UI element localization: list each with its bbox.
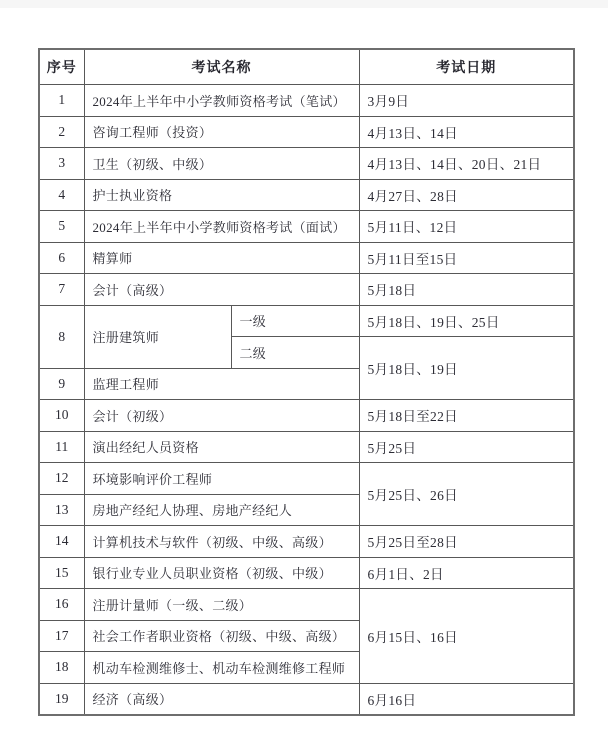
exam-table-header [39, 49, 574, 85]
cell-seq-number: 17 [39, 620, 84, 652]
cell-seq-number: 8 [39, 305, 84, 368]
cell-exam-name: 注册计量师（一级、二级） [84, 589, 359, 621]
table-row [39, 211, 574, 243]
cell-seq-number: 1 [39, 85, 84, 117]
cell-exam-date: 4月13日、14日、20日、21日 [359, 148, 574, 180]
cell-exam-name: 监理工程师 [84, 368, 359, 400]
cell-exam-name: 计算机技术与软件（初级、中级、高级） [84, 526, 359, 558]
cell-seq-number: 12 [39, 463, 84, 495]
cell-seq-number: 19 [39, 683, 84, 715]
cell-exam-date: 6月16日 [359, 683, 574, 715]
table-row [39, 305, 574, 337]
cell-exam-name: 会计（高级） [84, 274, 359, 306]
cell-exam-name: 经济（高级） [84, 683, 359, 715]
cell-exam-name: 护士执业资格 [84, 179, 359, 211]
exam-table-body [39, 85, 574, 716]
cell-seq-number: 13 [39, 494, 84, 526]
table-row [39, 431, 574, 463]
cell-exam-name: 2024年上半年中小学教师资格考试（笔试） [84, 85, 359, 117]
cell-exam-date: 5月25日至28日 [359, 526, 574, 558]
cell-seq-number: 5 [39, 211, 84, 243]
cell-seq-number: 10 [39, 400, 84, 432]
table-row [39, 463, 574, 495]
cell-exam-date: 5月18日、19日、25日 [359, 305, 574, 337]
page-top-band [0, 0, 608, 8]
header-seq: 序号 [39, 49, 84, 85]
cell-exam-name: 房地产经纪人协理、房地产经纪人 [84, 494, 359, 526]
cell-exam-date: 5月11日至15日 [359, 242, 574, 274]
cell-seq-number: 14 [39, 526, 84, 558]
table-row [39, 85, 574, 117]
cell-exam-date: 4月27日、28日 [359, 179, 574, 211]
cell-exam-date: 6月1日、2日 [359, 557, 574, 589]
table-row [39, 274, 574, 306]
cell-exam-name: 环境影响评价工程师 [84, 463, 359, 495]
cell-seq-number: 18 [39, 652, 84, 684]
header-row [39, 49, 574, 85]
table-row [39, 179, 574, 211]
table-row [39, 557, 574, 589]
cell-exam-date: 6月15日、16日 [359, 589, 574, 684]
cell-exam-name: 2024年上半年中小学教师资格考试（面试） [84, 211, 359, 243]
cell-seq-number: 2 [39, 116, 84, 148]
cell-exam-date: 4月13日、14日 [359, 116, 574, 148]
cell-exam-date: 5月18日、19日 [359, 337, 574, 400]
table-row [39, 589, 574, 621]
cell-exam-date: 5月25日 [359, 431, 574, 463]
table-row [39, 683, 574, 715]
cell-seq-number: 15 [39, 557, 84, 589]
table-row [39, 400, 574, 432]
cell-exam-date: 5月25日、26日 [359, 463, 574, 526]
cell-exam-name: 卫生（初级、中级） [84, 148, 359, 180]
cell-seq-number: 6 [39, 242, 84, 274]
cell-seq-number: 7 [39, 274, 84, 306]
cell-exam-level: 二级 [231, 337, 359, 369]
table-row [39, 148, 574, 180]
table-row [39, 242, 574, 274]
cell-exam-date: 5月18日 [359, 274, 574, 306]
cell-exam-name: 机动车检测维修士、机动车检测维修工程师 [84, 652, 359, 684]
cell-exam-name: 咨询工程师（投资） [84, 116, 359, 148]
cell-exam-name: 演出经纪人员资格 [84, 431, 359, 463]
cell-exam-name: 社会工作者职业资格（初级、中级、高级） [84, 620, 359, 652]
cell-exam-name: 注册建筑师 [84, 305, 231, 368]
header-exam-name: 考试名称 [84, 49, 359, 85]
cell-exam-name: 银行业专业人员职业资格（初级、中级） [84, 557, 359, 589]
cell-seq-number: 9 [39, 368, 84, 400]
cell-seq-number: 4 [39, 179, 84, 211]
cell-seq-number: 11 [39, 431, 84, 463]
cell-exam-date: 3月9日 [359, 85, 574, 117]
cell-seq-number: 3 [39, 148, 84, 180]
cell-exam-name: 会计（初级） [84, 400, 359, 432]
cell-exam-date: 5月11日、12日 [359, 211, 574, 243]
table-row [39, 526, 574, 558]
exam-schedule-table [38, 48, 575, 716]
cell-exam-date: 5月18日至22日 [359, 400, 574, 432]
header-exam-date: 考试日期 [359, 49, 574, 85]
table-row [39, 116, 574, 148]
cell-exam-level: 一级 [231, 305, 359, 337]
cell-exam-name: 精算师 [84, 242, 359, 274]
cell-seq-number: 16 [39, 589, 84, 621]
